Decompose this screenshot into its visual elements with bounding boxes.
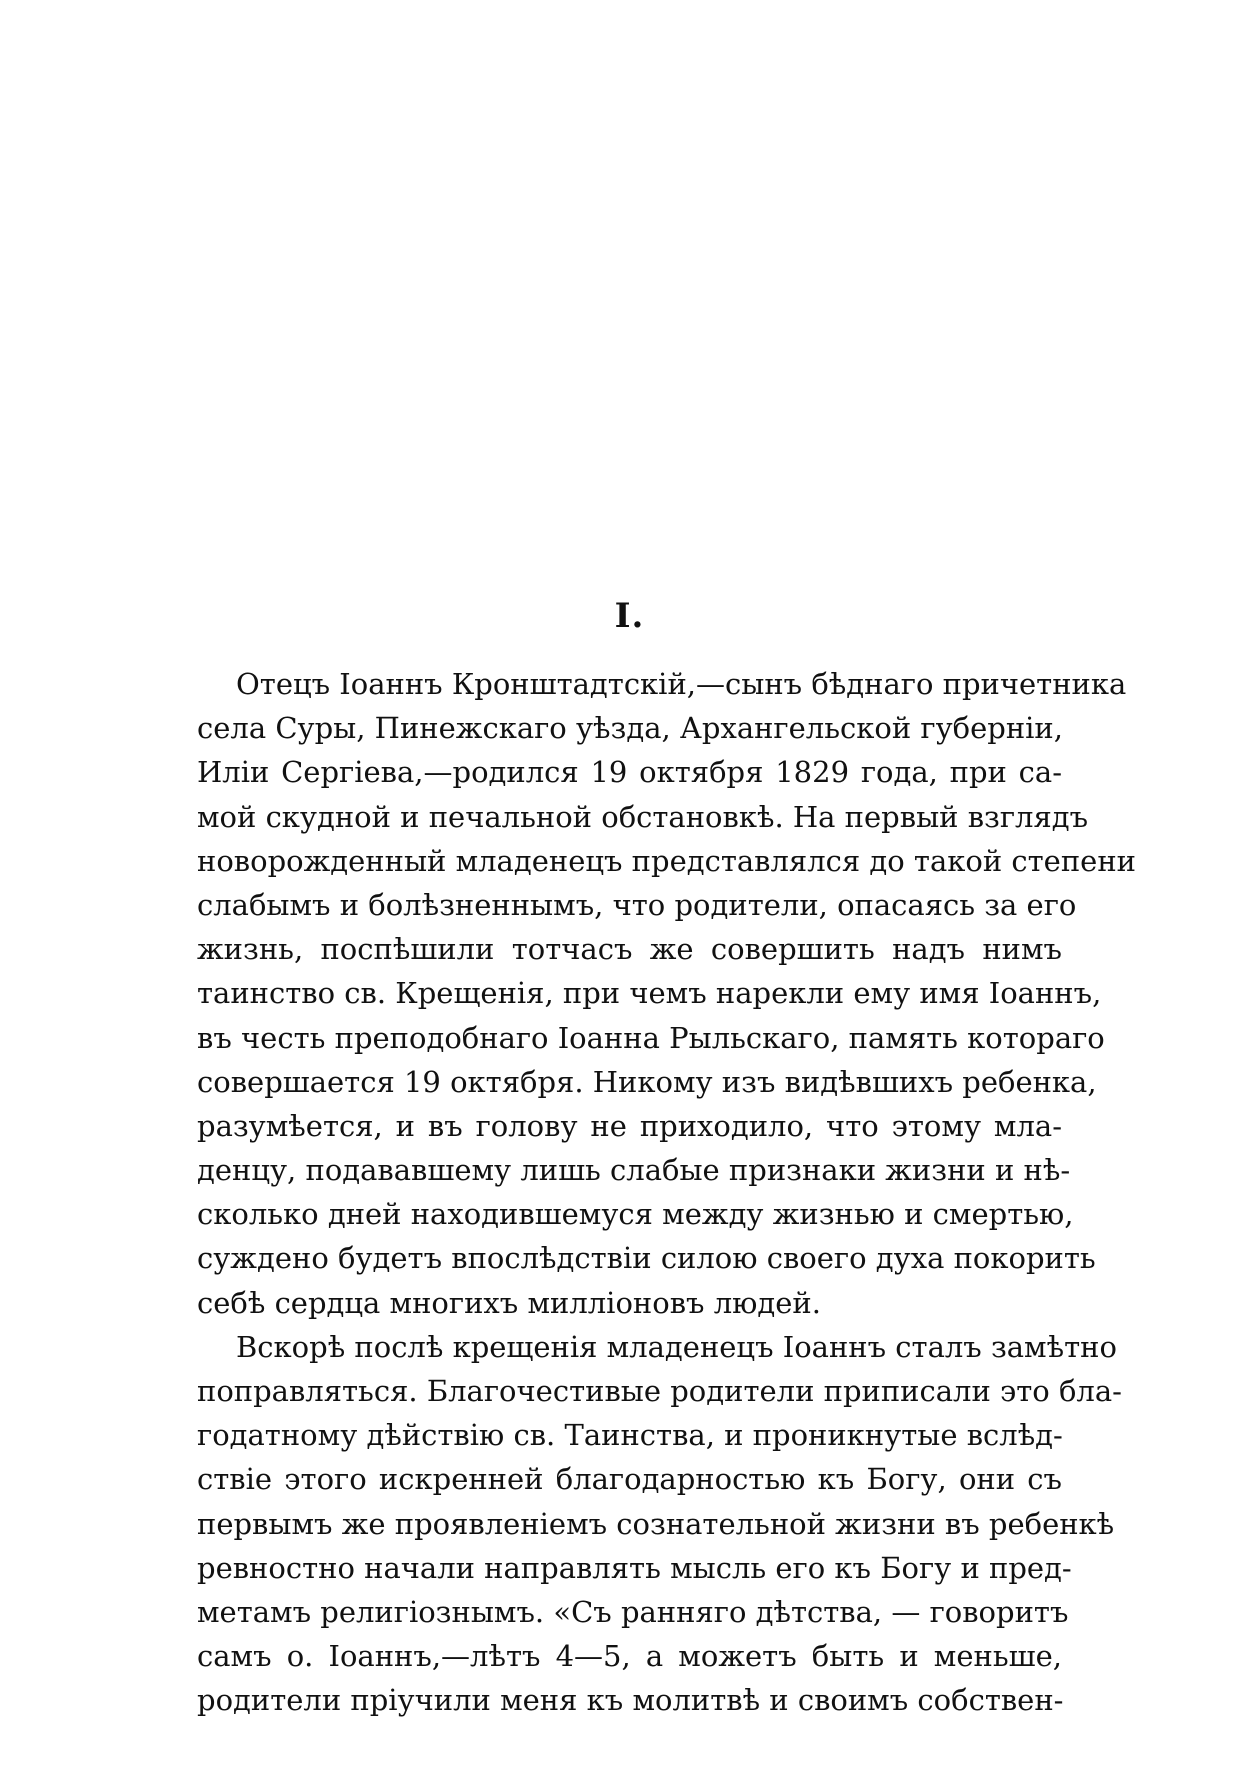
text-line: мой скудной и печальной обстановкѣ. На первый взглядъ [197,799,1089,834]
text-line: жизнь, поспѣшили тотчасъ же совершить надъ нимъ [197,932,1062,967]
text-line: родители пріучили меня къ молитвѣ и своимъ собствен- [197,1683,1064,1718]
body-text [197,662,1136,1723]
text-line: суждено будетъ впослѣдствіи силою своего духа покорить [197,1241,1096,1276]
text-line: себѣ сердца многихъ милліоновъ людей. [197,1285,821,1320]
text-line: таинство св. Крещенія, при чемъ нарекли ему имя Іоаннъ, [197,976,1102,1011]
text-line: села Суры, Пинежскаго уѣзда, Архангельской губерніи, [197,711,1063,746]
text-line: совершается 19 октября. Никому изъ видѣвшихъ ребенка, [197,1064,1097,1099]
chapter-heading: I. [614,596,645,636]
text-line: ствіе этого искренней благодарностью къ Богу, они съ [197,1462,1062,1497]
text-line: въ честь преподобнаго Іоанна Рыльскаго, память котораго [197,1020,1105,1055]
text-line: Отецъ Іоаннъ Кронштадтскій,—сынъ бѣднаго причетника [236,667,1127,701]
text-line: самъ о. Іоаннъ,—лѣтъ 4—5, а можетъ быть и меньше, [197,1639,1062,1674]
text-line: первымъ же проявленіемъ сознательной жизни въ ребенкѣ [197,1506,1115,1541]
text-line: поправляться. Благочестивые родители приписали это бла- [197,1374,1122,1408]
text-line: Иліи Сергіева,—родился 19 октября 1829 года, при са- [197,755,1062,790]
text-line: денцу, подававшему лишь слабые признаки жизни и нѣ- [197,1153,1071,1188]
text-line: Вскорѣ послѣ крещенія младенецъ Іоаннъ сталъ замѣтно [236,1329,1117,1364]
text-line: слабымъ и болѣзненнымъ, что родители, опасаясь за его [197,887,1077,922]
text-line: новорожденный младенецъ представлялся до такой степени [197,843,1136,878]
text-line: ревностно начали направлять мысль его къ Богу и пред- [197,1550,1072,1585]
text-line: сколько дней находившемуся между жизнью и смертью, [197,1197,1074,1232]
text-line: метамъ религіознымъ. «Съ ранняго дѣтства, — говоритъ [197,1594,1069,1629]
text-line: годатному дѣйствію св. Таинства, и проникнутые вслѣд- [197,1418,1063,1453]
text-line: разумѣется, и въ голову не приходило, что этому мла- [197,1108,1062,1143]
